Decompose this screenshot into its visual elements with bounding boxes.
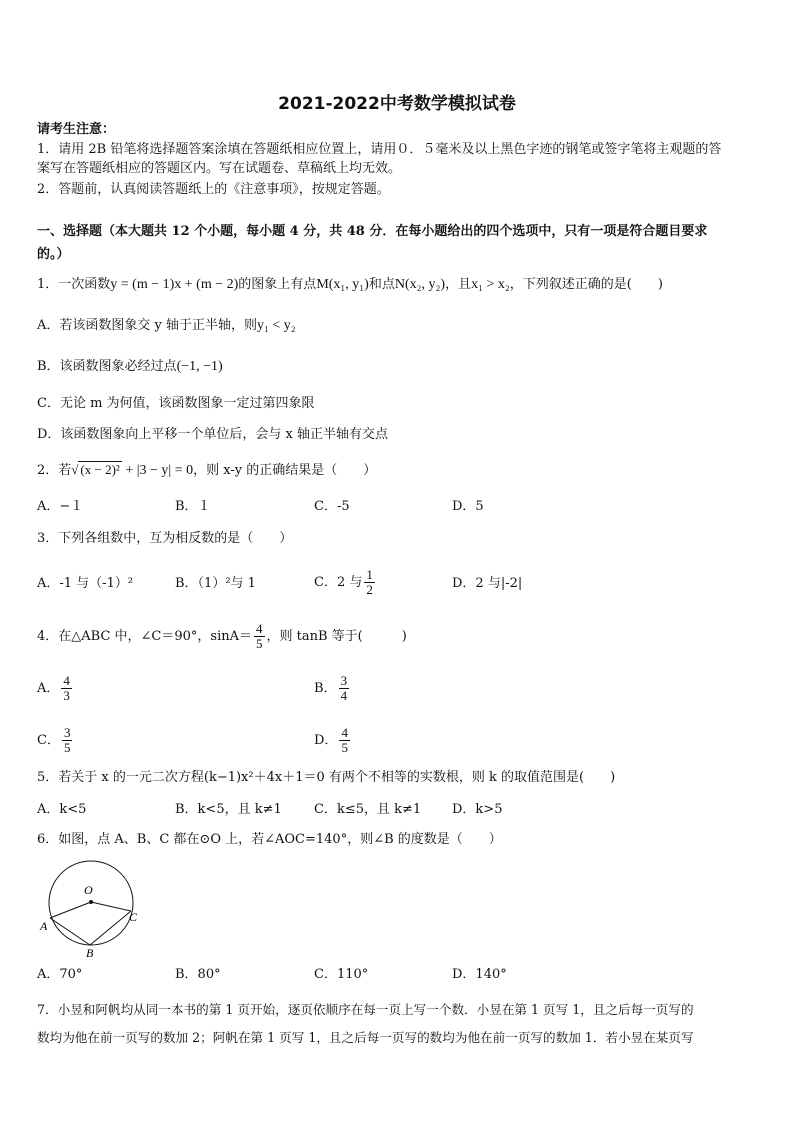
- q4-num: 4: [256, 621, 263, 636]
- q2-option-a: A．−１: [37, 499, 84, 514]
- q4-option-d-fraction: [339, 726, 350, 755]
- q5-option-a: A．k<5: [37, 802, 87, 817]
- q1-post: ，下列叙述正确的是( ): [509, 277, 663, 292]
- q5-stem: 5．若关于 x 的一元二次方程(k−1)x²＋4x＋1＝0 有两个不相等的实数根，则 k 的取值范围是( ): [37, 770, 616, 785]
- q4-option-c: [37, 722, 74, 760]
- segment-ab: [50, 918, 90, 945]
- q4-option-d: [314, 722, 352, 760]
- q6-option-d: D．140°: [452, 967, 507, 982]
- q1-point-m: M(x₁, y₁): [316, 277, 369, 292]
- q1-mid2: 和点: [368, 277, 395, 292]
- q3-option-d: D．2 与|-2|: [452, 576, 523, 591]
- q4-option-d-label: D．: [314, 733, 338, 748]
- q1-point-n: N(x₂, y₂): [394, 277, 446, 292]
- label-b: B: [86, 946, 94, 960]
- q3-option-b: B．（1）²与 1: [175, 576, 256, 591]
- q4-option-a-den: 3: [63, 688, 70, 703]
- q4-pre: 4．在△ABC 中，∠C＝90°，sinA＝: [37, 629, 253, 644]
- q7-line-a: 7．小昱和阿帆均从同一本书的第 1 页开始，逐页依顺序在每一页上写一个数．小昱在第 1 页写 1，且之后每一页写的: [37, 1002, 694, 1017]
- segment-oa: [50, 902, 91, 918]
- q4-option-d-den: 5: [341, 740, 348, 755]
- q1-option-b-text: B．该函数图象必经过点: [37, 359, 177, 374]
- notice-item-2: 2．答题前，认真阅读答题纸上的《注意事项》，按规定答题。: [37, 182, 390, 197]
- q4-option-c-num: 3: [63, 725, 71, 740]
- q3-option-c-den: 2: [366, 582, 373, 597]
- q4-option-a-fraction: [61, 674, 72, 703]
- q4-option-b-num: 3: [340, 673, 348, 688]
- q4-option-b-fraction: [339, 674, 350, 703]
- label-c: C: [129, 910, 138, 924]
- q4-option-c-fraction: [62, 726, 73, 755]
- q4-option-c-den: 5: [63, 740, 71, 755]
- q4-option-a-label: A．: [37, 681, 60, 696]
- q4-option-a: [37, 670, 74, 708]
- q2-radicand: (x − 2)²: [80, 462, 120, 477]
- q4-fraction: [254, 622, 265, 651]
- q1-pre: 1．一次函数: [37, 277, 111, 292]
- q1-condition: x₁ > x₂: [471, 277, 510, 292]
- q1-option-d: D．该函数图象向上平移一个单位后，会与 x 轴正半轴有交点: [37, 427, 389, 442]
- q5-option-d: D．k>5: [452, 802, 503, 817]
- q4-den: 5: [256, 636, 263, 651]
- q1-mid1: 的图象上有点: [238, 277, 317, 292]
- q1-option-a-math: y₁ < y₂: [257, 318, 296, 333]
- q1-formula: y = (m − 1)x + (m − 2): [110, 277, 239, 292]
- notice-item-1b: 案写在答题纸相应的答题区内。写在试题卷、草稿纸上均无效。: [37, 161, 402, 176]
- segment-oc: [91, 902, 131, 911]
- q4-option-d-num: 4: [341, 725, 348, 740]
- q1-option-b-math: (−1, −1): [176, 359, 223, 374]
- q6-option-a: A．70°: [37, 967, 83, 982]
- q4-option-c-label: C．: [37, 733, 60, 748]
- q4-option-a-num: 4: [63, 673, 70, 688]
- q7-line-b: 数均为他在前一页写的数加 2；阿帆在第 1 页写 1，且之后每一页写的数均为他在前一页写的数加 1．若小昱在某页写: [37, 1030, 694, 1045]
- q2-option-d: D．5: [452, 499, 484, 514]
- q5-option-b: B．k<5，且 k≠1: [175, 802, 282, 817]
- section-heading-a: 一、选择题（本大题共 12 个小题，每小题 4 分，共 48 分．在每小题给出的四个选项中，只有一项是符合题目要求: [37, 224, 708, 239]
- q1-stem: [37, 275, 764, 295]
- q5-option-c: C．k≤5，且 k≠1: [314, 802, 422, 817]
- q3-option-c-fraction: [364, 568, 375, 597]
- q4-option-b-label: B．: [314, 681, 337, 696]
- q1-option-c: C．无论 m 为何值，该函数图象一定过第四象限: [37, 396, 315, 411]
- q1-option-a: [37, 316, 764, 336]
- q4-post: ，则 tanB 等于( ): [266, 629, 407, 644]
- q4-option-b-den: 4: [340, 688, 348, 703]
- notice-item-1a: 1．请用 2B 铅笔将选择题答案涂填在答题纸相应位置上，请用０．５毫米及以上黑色字迹的钢笔或签字笔将主观题的答: [37, 142, 722, 157]
- q6-option-c: C．110°: [314, 967, 369, 982]
- q3-stem: 3．下列各组数中，互为相反数的是（ ）: [37, 531, 293, 546]
- q3-option-c-text: C．2 与: [314, 575, 363, 590]
- q2-post: ，则 x-y 的正确结果是（ ）: [193, 463, 377, 478]
- q2-stem: [37, 460, 764, 481]
- q2-pre: 2．若: [37, 463, 72, 478]
- q1-mid3: ，且: [445, 277, 472, 292]
- q6-circle-figure: [36, 858, 146, 960]
- q3-option-a: A．-1 与（-1）²: [37, 576, 134, 591]
- q3-option-c-num: 1: [366, 567, 373, 582]
- label-o: O: [84, 883, 93, 897]
- q4-stem: [37, 618, 764, 656]
- q1-option-a-text: A．若该函数图象交 y 轴于正半轴，则: [37, 318, 257, 333]
- q6-option-b: B．80°: [175, 967, 221, 982]
- q4-option-b: [314, 670, 351, 708]
- label-a: A: [40, 919, 48, 933]
- q2-option-c: C．-5: [314, 499, 350, 514]
- q6-stem: 6．如图，点 A、B、C 都在⊙O 上，若∠AOC=140°，则∠B 的度数是（ ）: [37, 832, 502, 847]
- q1-option-b: [37, 357, 764, 377]
- page-title: 2021-2022中考数学模拟试卷: [278, 94, 516, 114]
- q2-option-b: B．１: [175, 499, 211, 514]
- notice-heading: 请考生注意：: [37, 122, 116, 137]
- q3-option-c: [314, 564, 377, 602]
- q2-equation: + |3 − y| = 0: [121, 463, 194, 478]
- q2-sqrt: √ (x − 2)²: [71, 462, 120, 477]
- section-heading-b: 的。）: [37, 247, 70, 262]
